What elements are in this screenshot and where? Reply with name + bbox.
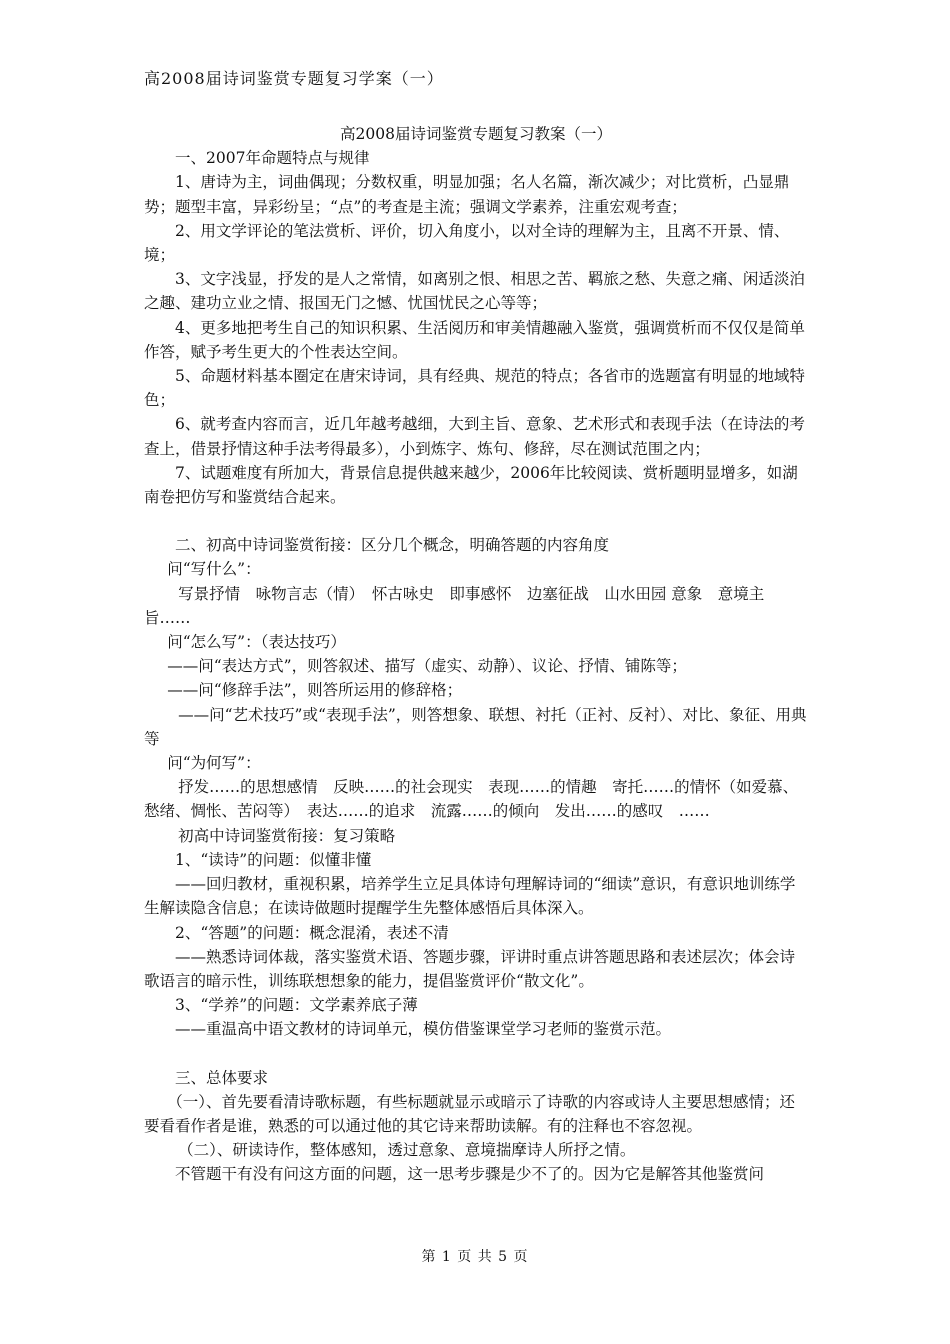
question-what-list: 写景抒情 咏物言志（情） 怀古咏史 即事感怀 边塞征战 山水田园 意象 意境主旨…… — [144, 584, 765, 627]
paragraph: 5、命题材料基本圈定在唐宋诗词，具有经典、规范的特点；各省市的选题富有明显的地域特色； — [144, 367, 805, 410]
strategy-item: 2、“答题”的问题：概念混淆，表述不清 — [175, 923, 449, 942]
strategy-detail: ——回归教材，重视积累，培养学生立足具体诗句理解诗词的“细读”意识，有意识地训练学生解读隐含信息；在读诗做题时提醒学生先整体感悟后具体深入。 — [144, 875, 796, 918]
document-body — [144, 122, 808, 1187]
paragraph: 7、试题难度有所加大，背景信息提供越来越少，2006年比较阅读、赏析题明显增多，如湖南卷把仿写和鉴赏结合起来。 — [144, 463, 798, 507]
question-what: 问“写什么”： — [167, 560, 261, 579]
paragraph: 6、就考查内容而言，近几年越考越细，大到主旨、意象、艺术形式和表现手法（在诗法的考查上，借景抒情这种手法考得最多），小到炼字、炼句、修辞，尽在测试范围之内； — [144, 415, 805, 458]
paragraph: 3、文字浅显，抒发的是人之常情，如离别之恨、相思之苦、羁旅之愁、失意之痛、闲适淡泊之趣、建功立业之情、报国无门之憾、忧国忧民之心等等； — [144, 270, 805, 313]
paragraph: 不管题干有没有问这方面的问题，这一思考步骤是少不了的。因为它是解答其他鉴赏问 — [175, 1165, 765, 1184]
paragraph: 2、用文学评论的笔法赏析、评价，切入角度小，以对全诗的理解为主，且离不开景、情、境； — [144, 221, 790, 265]
document-title: 高2008届诗词鉴赏专题复习教案（一） — [340, 125, 612, 143]
section-1-heading: 一、2007年命题特点与规律 — [175, 149, 370, 168]
question-why: 问“为何写”： — [167, 754, 261, 773]
question-how-item: ——问“艺术技巧”或“表现手法”，则答想象、联想、衬托（正衬、反衬）、对比、象征、用典等 — [144, 705, 807, 748]
strategy-item: 3、“学养”的问题：文学素养底子薄 — [175, 996, 418, 1015]
question-how-item: ——问“修辞手法”，则答所运用的修辞格； — [167, 681, 463, 700]
question-how: 问“怎么写”：（表达技巧） — [167, 633, 346, 652]
paragraph: （二）、研读诗作，整体感知，透过意象、意境揣摩诗人所抒之情。 — [178, 1141, 636, 1160]
blank-line — [144, 1042, 808, 1066]
strategy-detail: ——熟悉诗词体裁，落实鉴赏术语、答题步骤，评讲时重点讲答题思路和表述层次；体会诗歌语言的暗示性，训练联想想象的能力，提倡鉴赏评价“散文化”。 — [144, 947, 796, 990]
strategy-detail: ——重温高中语文教材的诗词单元，模仿借鉴课堂学习老师的鉴赏示范。 — [175, 1020, 672, 1039]
question-how-item: ——问“表达方式”，则答叙述、描写（虚实、动静）、议论、抒情、铺陈等； — [167, 657, 687, 676]
strategy-item: 1、“读诗”的问题：似懂非懂 — [175, 850, 372, 869]
question-why-list: 抒发……的思想感情 反映……的社会现实 表现……的情趣 寄托……的情怀（如爱慕、愁绪、惆怅、苦闷等） 表达……的追求 流露……的倾向 发出……的感叹 …… — [144, 778, 799, 821]
strategy-heading: 初高中诗词鉴赏衔接：复习策略 — [178, 826, 396, 845]
paragraph: （一）、首先要看清诗歌标题，有些标题就显示或暗示了诗歌的内容或诗人主要思想感情；还要看看作者是谁，熟悉的可以通过他的其它诗来帮助读解。有的注释也不容忽视。 — [144, 1092, 796, 1135]
section-2-heading: 二、初高中诗词鉴赏衔接：区分几个概念，明确答题的内容角度 — [175, 536, 610, 555]
page-footer: 第 1 页 共 5 页 — [421, 1249, 529, 1265]
page-header: 高2008届诗词鉴赏专题复习学案（一） — [144, 69, 444, 88]
paragraph: 1、唐诗为主，词曲偶现；分数权重，明显加强；名人名篇，渐次减少；对比赏析，凸显鼎势；题型丰富，异彩纷呈；“点”的考查是主流；强调文学素养，注重宏观考查； — [144, 173, 790, 216]
paragraph: 4、更多地把考生自己的知识积累、生活阅历和审美情趣融入鉴赏，强调赏析而不仅仅是简单作答，赋予考生更大的个性表达空间。 — [144, 318, 805, 361]
section-3-heading: 三、总体要求 — [175, 1068, 269, 1087]
blank-line — [144, 509, 808, 533]
